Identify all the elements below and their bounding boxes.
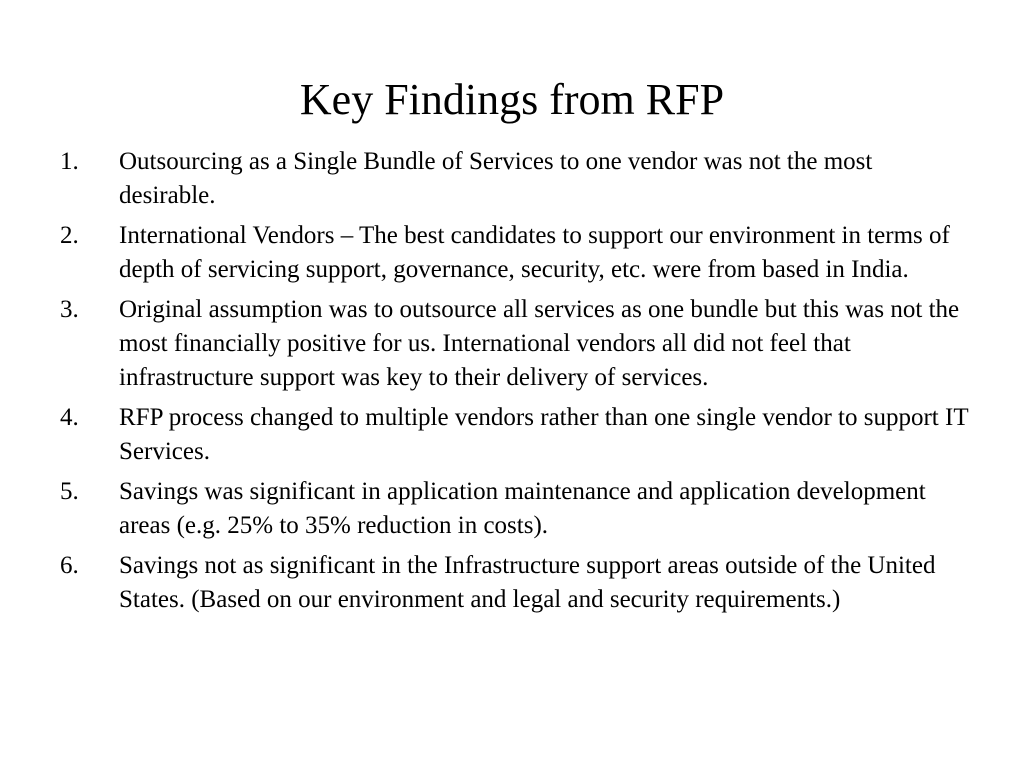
finding-item-4 (60, 401, 970, 469)
finding-text: International Vendors – The best candidates to support our environment in terms of depth of servicing support, governance, security, etc. were from based in India. (119, 222, 950, 283)
finding-number: 2. (60, 222, 79, 249)
finding-text: RFP process changed to multiple vendors rather than one single vendor to support IT Services. (119, 404, 969, 465)
finding-number: 3. (60, 296, 79, 323)
finding-text: Outsourcing as a Single Bundle of Services to one vendor was not the most desirable. (119, 148, 873, 209)
finding-number: 5. (60, 478, 79, 505)
finding-text: Savings was significant in application maintenance and application development areas (e.g. 25% to 35% reduction in costs). (119, 478, 926, 539)
finding-item-3 (60, 293, 970, 395)
findings-list (60, 145, 970, 623)
finding-text: Original assumption was to outsource all services as one bundle but this was not the most financially positive for us. International vendors all did not feel that infrastructure support was key to their delivery of services. (119, 296, 960, 391)
slide-title: Key Findings from RFP (299, 75, 725, 124)
finding-item-2 (60, 219, 970, 287)
finding-item-1 (60, 145, 970, 213)
finding-item-5 (60, 475, 970, 543)
finding-number: 1. (60, 148, 79, 175)
finding-number: 6. (60, 552, 79, 579)
finding-item-6 (60, 549, 970, 617)
finding-number: 4. (60, 404, 79, 431)
finding-text: Savings not as significant in the Infrastructure support areas outside of the United States. (Based on our environment and legal and security requirements.) (119, 552, 936, 613)
